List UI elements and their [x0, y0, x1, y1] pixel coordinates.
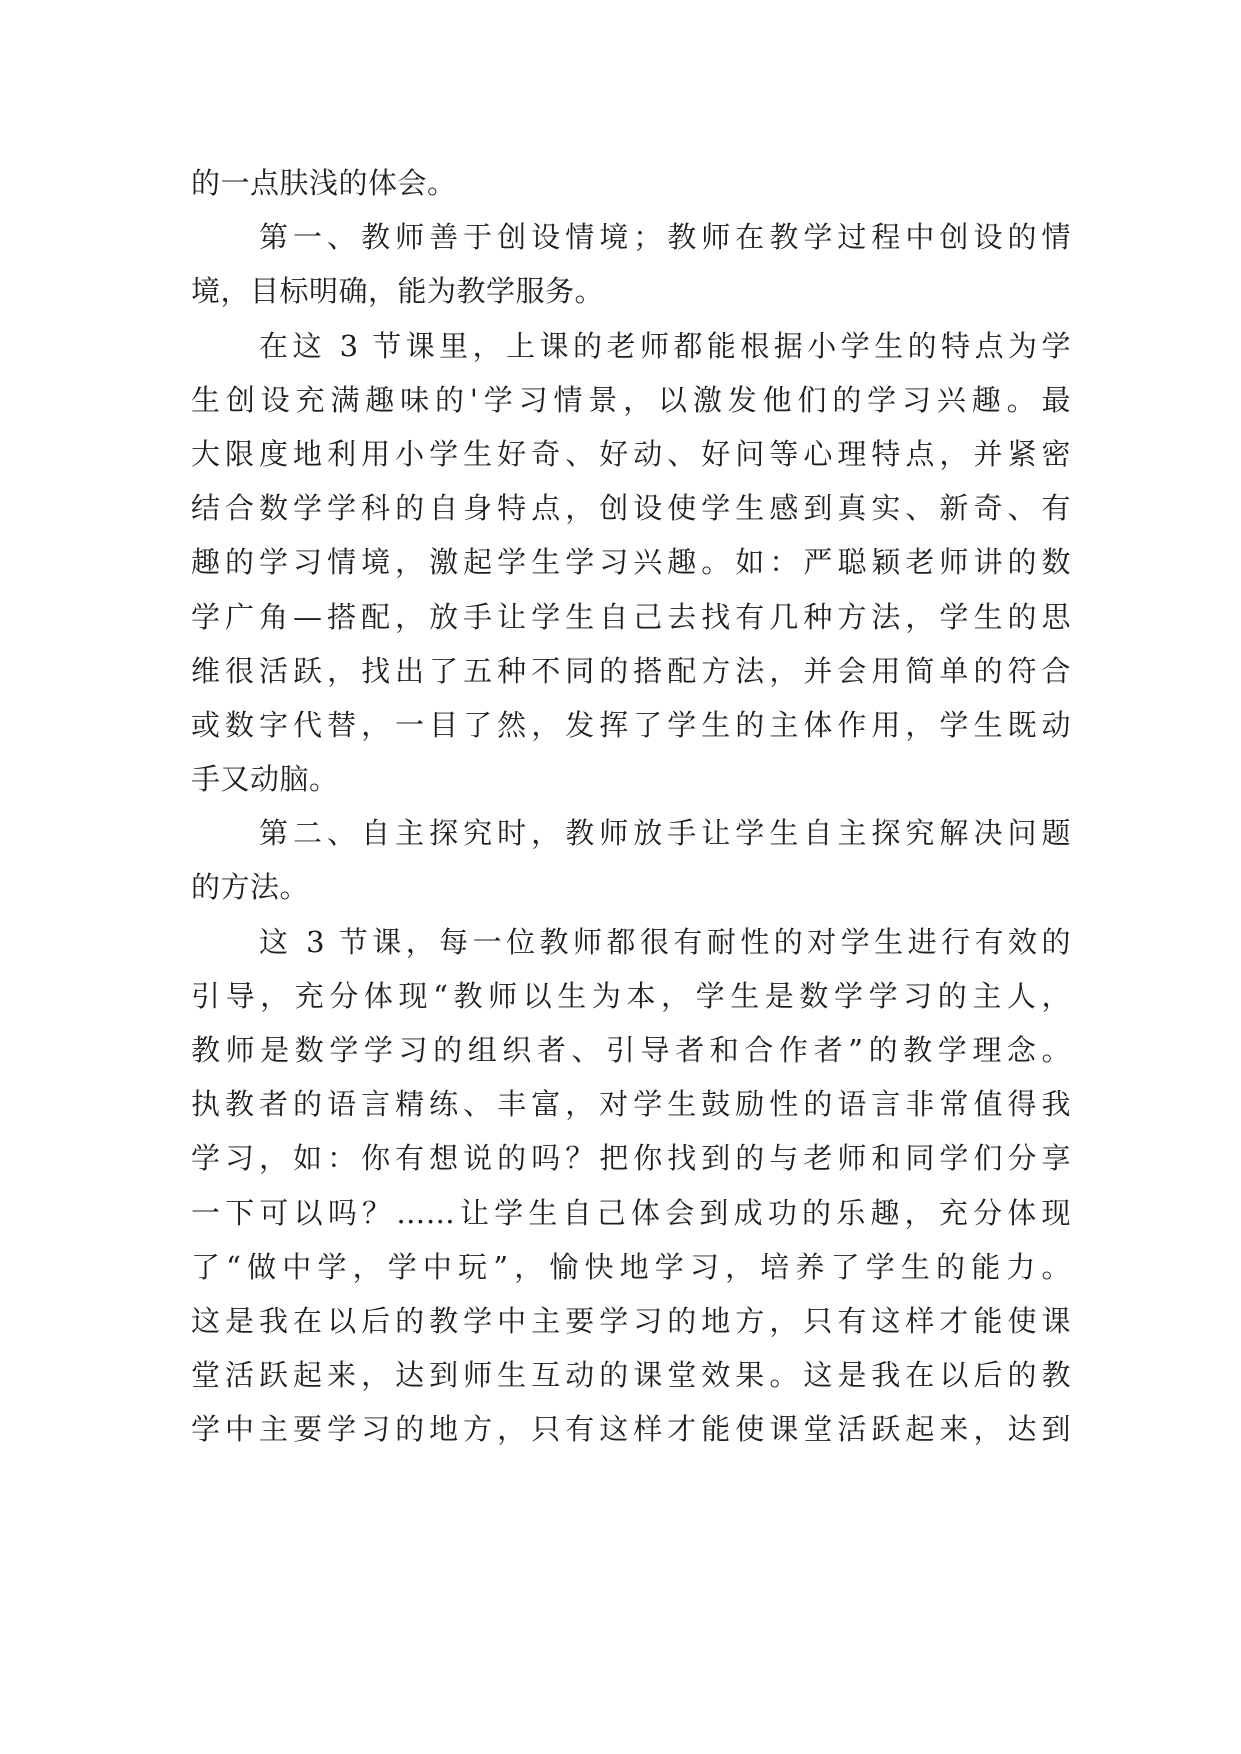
paragraph-first-line: 第一、教师善于创设情境；教师在教学过程中创设的情 [259, 220, 1071, 255]
text-line: 了“做中学，学中玩”，愉快地学习，培养了学生的能力。 [191, 1249, 1071, 1284]
text-line: 或数字代替，一目了然，发挥了学生的主体作用，学生既动 [191, 707, 1071, 742]
text-line: 的一点肤浅的体会。 [191, 166, 457, 200]
text-line: 学中主要学习的地方，只有这样才能使课堂活跃起来，达到 [191, 1412, 1071, 1447]
text-line: 学习，如：你有想说的吗？把你找到的与老师和同学们分享 [191, 1141, 1071, 1176]
text-line: 教师是数学学习的组织者、引导者和合作者”的教学理念。 [191, 1033, 1071, 1067]
text-line: 这是我在以后的教学中主要学习的地方，只有这样才能使课 [191, 1303, 1071, 1338]
text-line: 境，目标明确，能为教学服务。 [191, 274, 605, 309]
text-line: 的方法。 [191, 870, 310, 905]
text-line: 生创设充满趣味的'学习情景，以激发他们的学习兴趣。最 [191, 382, 1071, 417]
text-line: 趣的学习情境，激起学生学习兴趣。如：严聪颖老师讲的数 [191, 545, 1071, 580]
text-line: 手又动脑。 [191, 762, 339, 797]
paragraph-first-line: 这 3 节课，每一位教师都很有耐性的对学生进行有效的 [259, 924, 1071, 959]
text-line: 执教者的语言精练、丰富，对学生鼓励性的语言非常值得我 [191, 1087, 1071, 1122]
text-line: 引导，充分体现“教师以生为本，学生是数学学习的主人， [191, 978, 1071, 1013]
text-line: 结合数学学科的自身特点，创设使学生感到真实、新奇、有 [191, 491, 1071, 526]
text-line: 学广角—搭配，放手让学生自己去找有几种方法，学生的思 [191, 599, 1071, 634]
text-line: 大限度地利用小学生好奇、好动、好问等心理特点，并紧密 [191, 436, 1071, 471]
text-line: 堂活跃起来，达到师生互动的课堂效果。这是我在以后的教 [191, 1358, 1071, 1393]
paragraph-first-line: 第二、自主探究时，教师放手让学生自主探究解决问题 [259, 816, 1071, 851]
paragraph-first-line: 在这 3 节课里，上课的老师都能根据小学生的特点为学 [259, 328, 1071, 363]
text-line: 一下可以吗？……让学生自己体会到成功的乐趣，充分体现 [191, 1195, 1071, 1230]
text-line: 维很活跃，找出了五种不同的搭配方法，并会用简单的符合 [191, 653, 1071, 688]
body-text [191, 156, 1071, 1457]
